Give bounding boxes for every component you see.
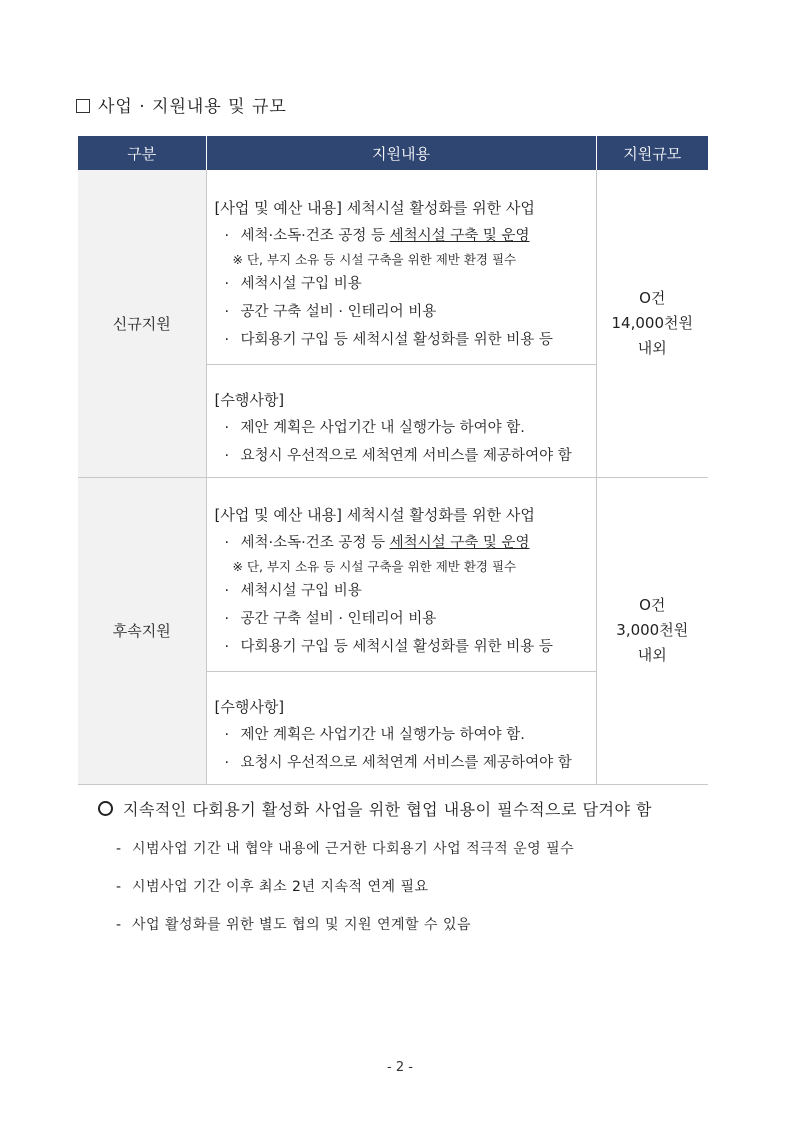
- header-scale: 지원규모: [596, 136, 708, 170]
- category-cell-new: 신규지원: [78, 170, 206, 477]
- note: ※ 단, 부지 소유 등 시설 구축을 위한 제반 환경 필수: [232, 559, 517, 574]
- content-cell: [206, 170, 596, 364]
- content-heading: [사업 및 예산 내용] 세척시설 활성화를 위한 사업: [214, 198, 535, 217]
- header-content: 지원내용: [206, 136, 596, 170]
- list-item: · 요청시 우선적으로 세척연계 서비스를 제공하여야 함: [224, 447, 572, 464]
- sub-bullet: - 시범사업 기간 이후 최소 2년 지속적 연계 필요: [116, 879, 429, 895]
- content-cell: [206, 671, 596, 784]
- bullet-section: [98, 797, 738, 934]
- list-item: · 세척·소독·건조 공정 등 세척시설 구축 및 운영: [224, 535, 530, 551]
- list-item: · 다회용기 구입 등 세척시설 활성화를 위한 비용 등: [224, 331, 553, 348]
- support-table: [78, 136, 708, 785]
- scale-cell-followup: O건 3,000천원 내외: [596, 477, 708, 784]
- main-bullet: 지속적인 다회용기 활성화 사업을 위한 협업 내용이 필수적으로 담겨야 함: [98, 797, 738, 820]
- note: ※ 단, 부지 소유 등 시설 구축을 위한 제반 환경 필수: [232, 251, 517, 267]
- list-item: · 공간 구축 설비 · 인테리어 비용: [224, 303, 437, 320]
- list-item: · 요청시 우선적으로 세척연계 서비스를 제공하여야 함: [224, 754, 572, 771]
- circle-bullet-icon: [98, 801, 113, 816]
- list-item: · 제안 계획은 사업기간 내 실행가능 하여야 함.: [224, 726, 525, 743]
- scale-cell-new: O건 14,000천원 내외: [596, 170, 708, 477]
- list-item: · 제안 계획은 사업기간 내 실행가능 하여야 함.: [224, 419, 525, 436]
- table-header-row: [78, 136, 708, 170]
- list-item: · 공간 구축 설비 · 인테리어 비용: [224, 611, 437, 627]
- category-cell-followup: 후속지원: [78, 477, 206, 784]
- table-row: [78, 477, 708, 671]
- table-row: [78, 170, 708, 364]
- section-title: [76, 92, 287, 117]
- header-category: 구분: [78, 136, 206, 170]
- content-heading: [수행사항]: [214, 697, 285, 716]
- sub-bullet: - 시범사업 기간 내 협약 내용에 근거한 다회용기 사업 적극적 운영 필수: [116, 841, 575, 857]
- page-number: - 2 -: [387, 1060, 413, 1075]
- list-item: · 세척·소독·건조 공정 등 세척시설 구축 및 운영: [224, 227, 530, 244]
- section-title-text: 사업 · 지원내용 및 규모: [98, 97, 287, 117]
- list-item: · 세척시설 구입 비용: [224, 583, 362, 599]
- list-item: · 다회용기 구입 등 세척시설 활성화를 위한 비용 등: [224, 639, 553, 655]
- checkbox-square-icon: [76, 99, 90, 113]
- content-heading: [수행사항]: [214, 390, 285, 409]
- content-heading: [사업 및 예산 내용] 세척시설 활성화를 위한 사업: [214, 506, 535, 524]
- sub-bullet: - 사업 활성화를 위한 별도 협의 및 지원 연계할 수 있음: [116, 917, 472, 933]
- content-cell: [206, 364, 596, 477]
- list-item: · 세척시설 구입 비용: [224, 275, 362, 292]
- content-cell: [206, 477, 596, 671]
